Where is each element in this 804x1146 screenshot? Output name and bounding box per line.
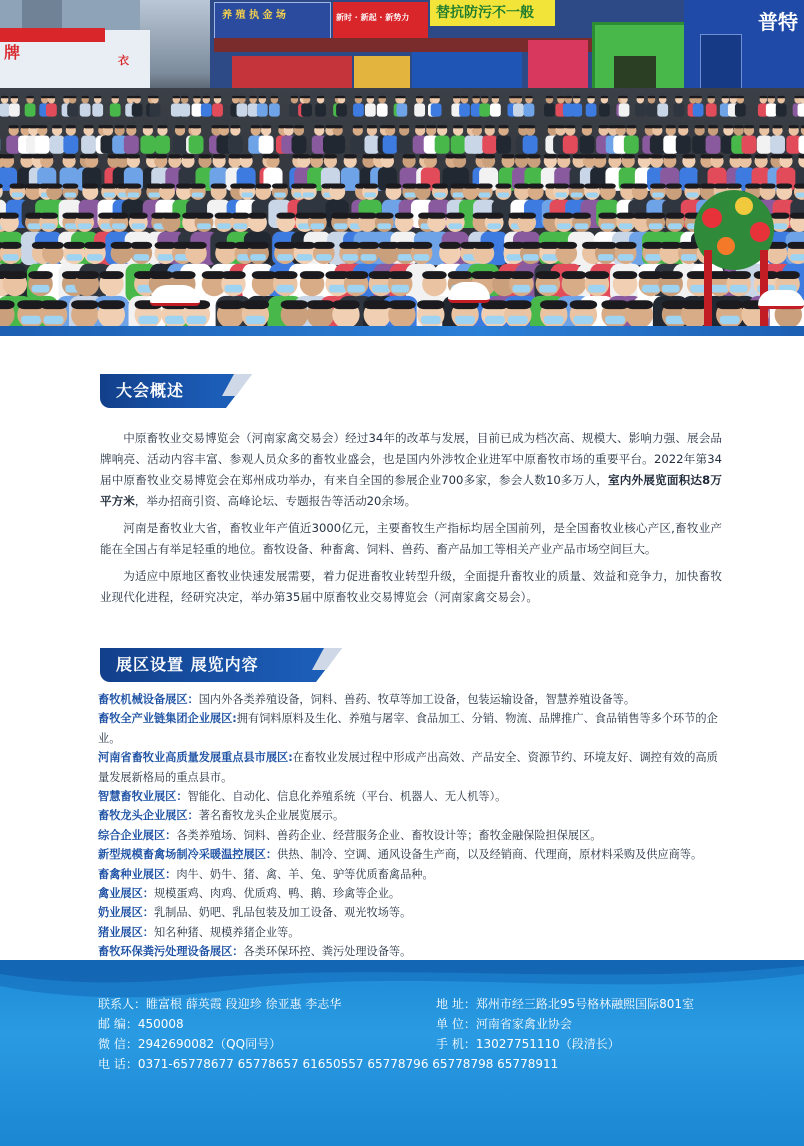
overview-banner <box>100 374 240 408</box>
contact-mobile <box>436 1034 620 1054</box>
contact-organization-value: 河南省家禽业协会 <box>475 1017 572 1031</box>
hero-sign-billboard-2: 新时 · 新起 · 新势力 <box>336 13 410 22</box>
contact-zip-value: 450008 <box>137 1017 184 1031</box>
zone-item <box>98 709 726 748</box>
zone-desc: 智能化、自动化、信息化养殖系统（平台、机器人、无人机等）。 <box>187 790 507 804</box>
contact-zip-key: 邮 编： <box>98 1017 138 1031</box>
zones-banner <box>100 648 330 682</box>
hero-sign-left: 牌 <box>4 43 21 62</box>
zone-desc: 知名种猪、规模养猪企业等。 <box>153 925 300 939</box>
zone-desc: 拥有饲料原料及生化、养殖与屠宰、食品加工、分销、物流、品牌推广、食品销售等多个环节的企业。 <box>98 712 718 745</box>
banner-pink <box>528 40 588 94</box>
contact-wechat-value: 2942690082（QQ同号） <box>137 1037 282 1051</box>
hero-sign-right: 普特 <box>758 10 798 34</box>
overview-title: 大会概述 <box>100 374 216 408</box>
contact-zip <box>98 1014 184 1034</box>
zone-desc: 各类养殖场、饲料、兽药企业、经营服务企业、畜牧设计等；畜牧金融保险担保展区。 <box>176 828 602 842</box>
contact-phone-key: 电 话： <box>98 1057 138 1071</box>
contact-people-key: 联系人： <box>98 997 147 1011</box>
contact-address-key: 地 址： <box>436 997 476 1011</box>
banner-tail-icon <box>302 648 342 682</box>
overview-paragraph-1 <box>100 428 722 512</box>
guard-cap-right <box>758 290 804 309</box>
contact-wechat-key: 微 信： <box>98 1037 138 1051</box>
guard-cap-center <box>448 282 490 303</box>
overview-p1-part-a: 中原畜牧业交易博览会（河南家禽交易会）经过34年的改革与发展，目前已成为档次高、规模大、影响力强、展会品牌响亮、活动内容丰富、参观人员众多的畜牧业盛会，也是国内外涉牧企业进军中原畜牧市场的重要平台。2022年第34届中原畜牧业交易博览会在郑州成功举办，有来自全国的参展企业700多家，参会人数10多万人， <box>100 431 722 487</box>
zone-item <box>98 845 726 864</box>
zone-name: 新型规模畜禽场制冷采暖温控展区： <box>98 848 278 862</box>
banner-gold <box>354 56 410 90</box>
contact-mobile-key: 手 机： <box>436 1037 476 1051</box>
hero-sign-left-2: 衣 <box>118 54 129 67</box>
banner-red <box>232 56 352 90</box>
overview-p1-part-c: ，举办招商引资、高峰论坛、专题报告等活动20余场。 <box>134 494 417 508</box>
zone-item <box>98 748 726 787</box>
zone-desc: 国内外各类养殖设备，饲料、兽药、牧草等加工设备，包装运输设备，智慧养殖设备等。 <box>198 693 636 706</box>
contact-organization <box>436 1014 572 1034</box>
overview-text <box>100 428 722 614</box>
guard-cap-left <box>150 285 200 306</box>
zone-item <box>98 806 726 825</box>
zone-name: 禽业展区： <box>98 887 154 901</box>
zone-item <box>98 942 726 961</box>
zone-desc: 肉牛、奶牛、猪、禽、羊、兔、驴等优质畜禽品种。 <box>176 867 434 881</box>
contact-mobile-value: 13027751110（段清长） <box>475 1037 620 1051</box>
contact-footer <box>0 960 804 1146</box>
zone-desc: 在畜牧业发展过程中形成产出高效、产品安全、资源节约、环境友好、调控有效的高质量发展新格局的重点县市。 <box>98 751 718 784</box>
contact-organization-key: 单 位： <box>436 1017 476 1031</box>
zone-name: 智慧畜牧业展区： <box>98 790 188 804</box>
contact-address-value: 郑州市经三路北95号格林融熙国际801室 <box>475 997 695 1011</box>
zone-name: 畜禽种业展区： <box>98 867 177 881</box>
zone-name: 畜牧机械设备展区： <box>98 693 199 706</box>
zone-name: 综合企业展区： <box>98 828 177 842</box>
zone-desc: 各类环保环控、粪污处理设备等。 <box>243 945 412 959</box>
hero-sign-billboard-1: 养 殖 执 金 场 <box>222 10 286 21</box>
zone-item <box>98 903 726 922</box>
zone-desc: 乳制品、奶吧、乳品包装及加工设备、观光牧场等。 <box>153 906 412 920</box>
hero-sign-billboard-3: 替抗防污不一般 <box>436 5 534 21</box>
zone-name: 河南省畜牧业高质量发展重点县市展区: <box>98 751 293 765</box>
zones-list <box>98 690 726 962</box>
banner-tail-icon <box>212 374 252 408</box>
zone-name: 猪业展区： <box>98 925 154 939</box>
zone-item <box>98 787 726 806</box>
zone-name: 畜牧环保粪污处理设备展区： <box>98 945 244 959</box>
zone-name: 奶业展区： <box>98 906 154 920</box>
contact-wechat <box>98 1034 281 1054</box>
zone-desc: 著名畜牧龙头企业展览展示。 <box>198 809 345 823</box>
zone-item <box>98 826 726 845</box>
overview-p1-highlight: 室内外展览面积达8万平方米 <box>100 473 722 508</box>
hero-photo <box>0 0 804 330</box>
zone-item <box>98 884 726 903</box>
zone-name: 畜牧全产业链集团企业展区: <box>98 712 237 726</box>
zone-desc: 规模蛋鸡、肉鸡、优质鸡、鸭、鹅、珍禽等企业。 <box>153 887 401 901</box>
zone-name: 畜牧龙头企业展区： <box>98 809 199 823</box>
contact-address <box>436 994 694 1014</box>
zone-item <box>98 865 726 884</box>
contact-people <box>98 994 341 1014</box>
hero-divider <box>0 326 804 336</box>
zone-item <box>98 690 726 709</box>
contact-people-value: 睢富根 薛英霞 段迎珍 徐亚惠 李志华 <box>146 997 342 1011</box>
contact-phone <box>98 1054 558 1074</box>
overview-paragraph-3: 为适应中原地区畜牧业快速发展需要，着力促进畜牧业转型升级，全面提升畜牧业的质量、效益和竞争力，加快畜牧业现代化进程，经研究决定，举办第35届中原畜牧业交易博览会（河南家禽交易会）。 <box>100 569 722 604</box>
contact-phone-value: 0371-65778677 65778657 61650557 65778796 65778798 65778911 <box>137 1057 559 1071</box>
overview-paragraph-2: 河南是畜牧业大省，畜牧业年产值近3000亿元，主要畜牧生产指标均居全国前列，是全国畜牧业核心产区,畜牧业产能在全国占有举足轻重的地位。畜牧设备、种畜禽、饲料、兽药、畜产品加工等相关产业产品市场空间巨大。 <box>100 521 722 556</box>
zones-title: 展区设置 展览内容 <box>100 648 306 682</box>
zone-desc: 供热、制冷、空调、通风设备生产商，以及经销商、代理商，原材料采购及供应商等。 <box>277 848 703 862</box>
zone-item <box>98 923 726 942</box>
